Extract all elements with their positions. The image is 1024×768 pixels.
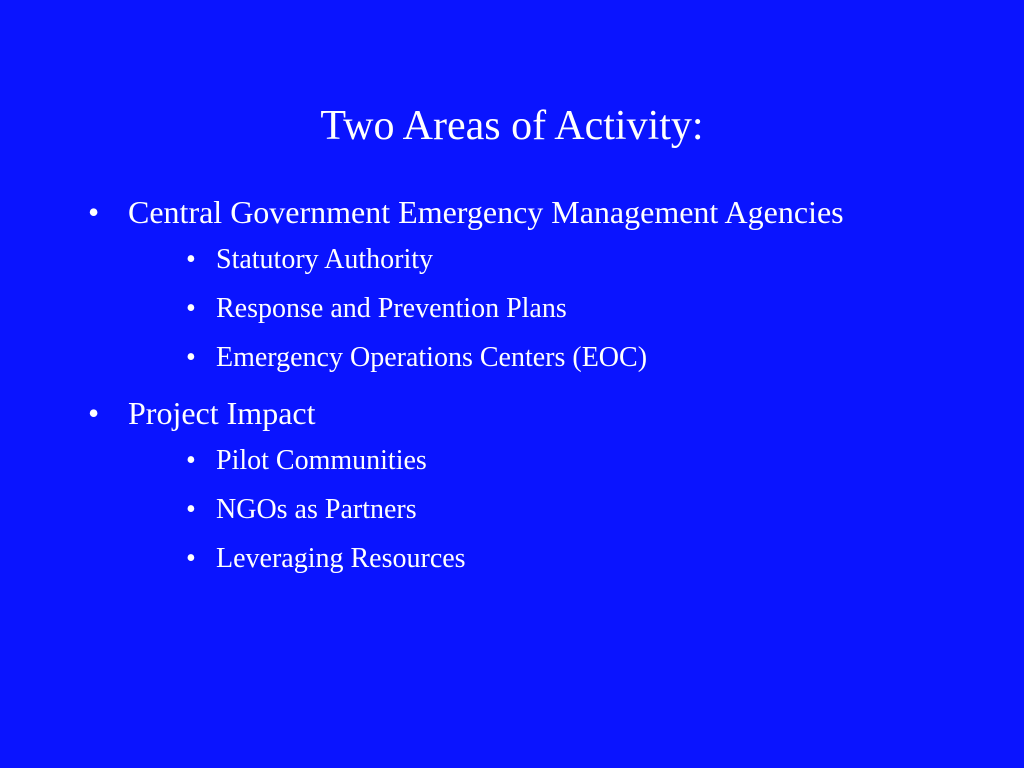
sub-bullet-list bbox=[80, 244, 950, 374]
sub-bullet-dot-icon: • bbox=[186, 543, 196, 574]
sub-bullet-label: Response and Prevention Plans bbox=[216, 293, 567, 324]
sub-bullet-item bbox=[80, 293, 950, 325]
sub-bullet-list bbox=[80, 445, 950, 575]
slide-title: Two Areas of Activity: bbox=[320, 103, 704, 149]
bullet-dot-icon: • bbox=[88, 194, 100, 230]
sub-bullet-label: Statutory Authority bbox=[216, 244, 433, 275]
sub-bullet-dot-icon: • bbox=[186, 244, 196, 275]
bullet-list bbox=[80, 190, 950, 592]
bullet-label: Project Impact bbox=[128, 395, 316, 431]
sub-bullet-label: NGOs as Partners bbox=[216, 494, 417, 525]
sub-bullet-label: Pilot Communities bbox=[216, 445, 427, 476]
bullet-item bbox=[80, 391, 950, 435]
sub-bullet-dot-icon: • bbox=[186, 445, 196, 476]
sub-bullet-item bbox=[80, 494, 950, 526]
sub-bullet-dot-icon: • bbox=[186, 494, 196, 525]
sub-bullet-label: Leveraging Resources bbox=[216, 543, 466, 574]
sub-bullet-item bbox=[80, 342, 950, 374]
sub-bullet-item bbox=[80, 445, 950, 477]
bullet-item bbox=[80, 190, 950, 234]
sub-bullet-label: Emergency Operations Centers (EOC) bbox=[216, 342, 648, 373]
sub-bullet-item bbox=[80, 543, 950, 575]
sub-bullet-item bbox=[80, 244, 950, 276]
sub-bullet-dot-icon: • bbox=[186, 293, 196, 324]
bullet-dot-icon: • bbox=[88, 395, 100, 431]
sub-bullet-dot-icon: • bbox=[186, 342, 196, 373]
bullet-label: Central Government Emergency Management Agencies bbox=[128, 194, 844, 230]
